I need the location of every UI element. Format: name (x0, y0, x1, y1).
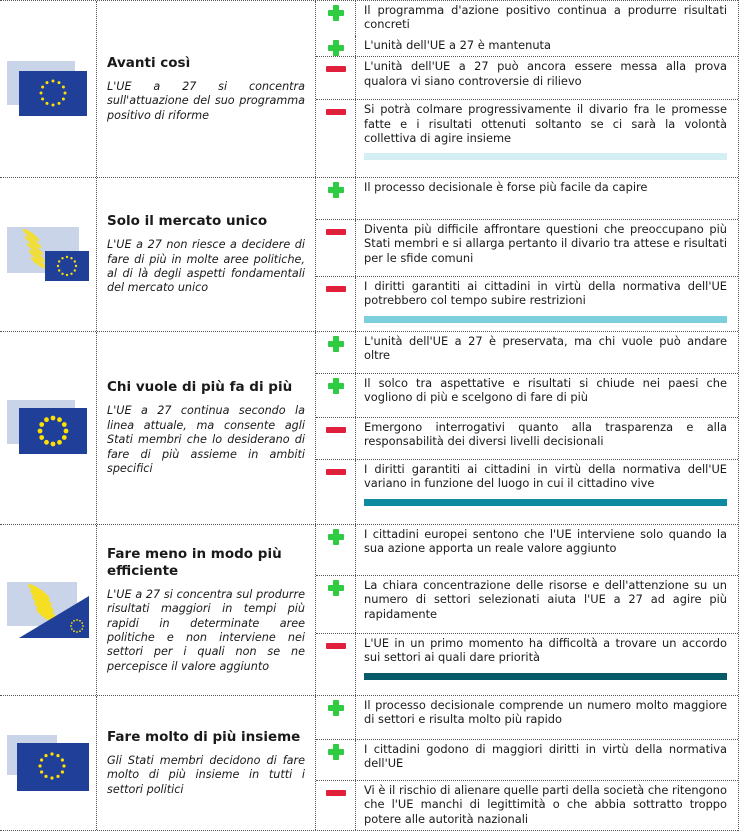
item-text-cell (356, 740, 738, 780)
item-text: L'UE in un primo momento ha difficoltà a trovare un accordo sui settori ai quali dare priorità (364, 636, 727, 665)
pro-item (316, 575, 738, 633)
con-item (316, 459, 738, 524)
item-text-cell (356, 576, 738, 633)
flag-cell (0, 178, 97, 331)
sign-cell (316, 634, 356, 695)
pros-cons-list (316, 1, 738, 177)
integration-level-bar (364, 316, 727, 323)
sign-cell (316, 277, 356, 331)
flag-cell (0, 525, 97, 695)
item-text-cell (356, 36, 738, 56)
plus-icon (328, 378, 344, 394)
sign-cell (316, 576, 356, 633)
scenario-title: Fare molto di più insieme (107, 728, 301, 745)
eu-flag-small-with-fading-stars-icon (5, 225, 91, 285)
scenario-row (0, 0, 738, 178)
item-text: Si potrà colmare progressivamente il divario fra le promesse fatte e i risultati ottenuti soltanto se ci sarà la volontà collettiva di agire insieme (364, 102, 727, 146)
item-text: Il solco tra aspettative e risultati si chiude nei paesi che vogliono di più e scelgono di fare di più (364, 376, 727, 405)
item-text: Il processo decisionale comprende un numero molto maggiore di settori e risulta molto più rapido (364, 698, 727, 727)
pro-item (316, 36, 738, 56)
item-text-cell (356, 220, 738, 276)
item-text: L'unità dell'UE a 27 è mantenuta (364, 37, 551, 52)
pro-item (316, 373, 738, 417)
integration-level-bar (364, 499, 727, 506)
minus-icon (326, 286, 346, 292)
sign-cell (316, 100, 356, 177)
sign-cell (316, 696, 356, 739)
minus-icon (326, 66, 346, 72)
plus-icon (328, 182, 344, 198)
scenario-row (0, 525, 738, 696)
sign-cell (316, 781, 356, 830)
scenario-title: Chi vuole di più fa di più (107, 379, 293, 396)
sign-cell (316, 460, 356, 524)
scenario-description: L'UE a 27 continua secondo la linea attuale, ma consente agli Stati membri che lo desiderano di fare di più assieme in ambiti specifici (107, 404, 305, 476)
eu-flag-stacked-icon (5, 59, 91, 119)
item-text: I diritti garantiti ai cittadini in virtù della normativa dell'UE variano in funzione del luogo in cui il cittadino vive (364, 462, 727, 491)
item-text-cell (356, 332, 738, 373)
item-text: L'unità dell'UE a 27 può ancora essere messa alla prova qualora vi siano controversie di rilievo (364, 59, 727, 88)
item-text: I cittadini godono di maggiori diritti in virtù della normativa dell'UE (364, 741, 727, 771)
con-item (316, 417, 738, 459)
sign-cell (316, 332, 356, 373)
con-item (316, 780, 738, 830)
item-text: L'unità dell'UE a 27 è preservata, ma chi vuole può andare oltre (364, 334, 727, 363)
pro-item (316, 332, 738, 373)
item-text: Il programma d'azione positivo continua a produrre risultati concreti (364, 3, 727, 32)
item-text: I diritti garantiti ai cittadini in virtù della normativa dell'UE potrebbero col tempo subire restrizioni (364, 279, 727, 308)
scenario-description: L'UE a 27 si concentra sull'attuazione del suo programma positivo di riforme (107, 79, 305, 122)
plus-icon (328, 744, 344, 760)
sign-cell (316, 57, 356, 99)
sign-cell (316, 220, 356, 276)
item-text: Emergono interrogativi quanto alla trasparenza e alla responsabilità dei diversi livelli decisionali (364, 420, 727, 449)
eu-flag-triangle-icon (5, 580, 91, 640)
item-text-cell (356, 57, 738, 99)
scenario-description: L'UE a 27 non riesce a decidere di fare di più in molte aree politiche, al di là degli aspetti fondamentali del mercato unico (107, 238, 305, 295)
scenario-summary-cell (97, 332, 316, 524)
scenario-title: Avanti così (107, 54, 191, 71)
pro-item (316, 1, 738, 36)
scenario-summary-cell (97, 178, 316, 331)
minus-icon (326, 790, 346, 796)
scenario-summary-cell (97, 1, 316, 177)
item-text-cell (356, 277, 738, 331)
item-text-cell (356, 781, 738, 830)
item-text-cell (356, 525, 738, 575)
plus-icon (328, 700, 344, 716)
item-text: I cittadini europei sentono che l'UE interviene solo quando la sua azione apporta un reale valore aggiunto (364, 527, 727, 556)
flag-cell (0, 332, 97, 524)
sign-cell (316, 740, 356, 780)
plus-icon (328, 529, 344, 545)
minus-icon (326, 427, 346, 433)
sign-cell (316, 178, 356, 219)
item-text-cell (356, 374, 738, 417)
pros-cons-list (316, 332, 738, 524)
scenario-title: Solo il mercato unico (107, 213, 268, 230)
item-text-cell (356, 418, 738, 459)
con-item (316, 99, 738, 177)
scenario-title: Fare meno in modo più efficiente (107, 545, 282, 579)
con-item (316, 56, 738, 99)
con-item (316, 633, 738, 695)
flag-cell (0, 1, 97, 177)
plus-icon (328, 40, 344, 56)
plus-icon (328, 5, 344, 21)
eu-flag-larger-stars-icon (5, 398, 91, 458)
item-text: Vi è il rischio di alienare quelle parti della società che ritengono che l'UE manchi di legittimità o che abbia sottratto troppo potere alle autorità nazionali (364, 782, 727, 826)
scenario-row (0, 332, 738, 525)
sign-cell (316, 418, 356, 459)
plus-icon (328, 336, 344, 352)
pro-item (316, 739, 738, 780)
sign-cell (316, 36, 356, 56)
item-text: La chiara concentrazione delle risorse e dell'attenzione su un numero di settori selezionati aiuta l'UE a 27 ad agire più rapidamente (364, 578, 727, 621)
item-text: Il processo decisionale è forse più facile da capire (364, 180, 648, 194)
scenario-row (0, 178, 738, 332)
con-item (316, 219, 738, 276)
sign-cell (316, 525, 356, 575)
pros-cons-list (316, 525, 738, 695)
eu-flag-full-icon (5, 733, 91, 793)
minus-icon (326, 469, 346, 475)
pros-cons-list (316, 178, 738, 331)
item-text-cell (356, 460, 738, 524)
minus-icon (326, 643, 346, 649)
pro-item (316, 525, 738, 575)
pro-item (316, 178, 738, 219)
flag-cell (0, 696, 97, 830)
scenario-summary-cell (97, 525, 316, 695)
plus-icon (328, 580, 344, 596)
item-text-cell (356, 178, 738, 219)
con-item (316, 276, 738, 331)
pro-item (316, 696, 738, 739)
item-text-cell (356, 634, 738, 695)
scenario-description: L'UE a 27 si concentra sul produrre risultati maggiori in tempi più rapidi in determinate aree politiche e non interviene nei settori per i quali non se ne percepisce il valore aggiunto (107, 587, 305, 673)
item-text-cell (356, 1, 738, 36)
sign-cell (316, 374, 356, 417)
item-text: Diventa più difficile affrontare questioni che preoccupano più Stati membri e si allarga pertanto il divario tra attese e risultati per le sfide comuni (364, 222, 727, 265)
scenario-row (0, 696, 738, 831)
item-text-cell (356, 696, 738, 739)
integration-level-bar (364, 153, 727, 160)
minus-icon (326, 229, 346, 235)
integration-level-bar (364, 673, 727, 680)
item-text-cell (356, 100, 738, 177)
scenario-summary-cell (97, 696, 316, 830)
minus-icon (326, 109, 346, 115)
sign-cell (316, 1, 356, 36)
scenario-description: Gli Stati membri decidono di fare molto di più insieme in tutti i settori politici (107, 753, 305, 796)
pros-cons-list (316, 696, 738, 830)
